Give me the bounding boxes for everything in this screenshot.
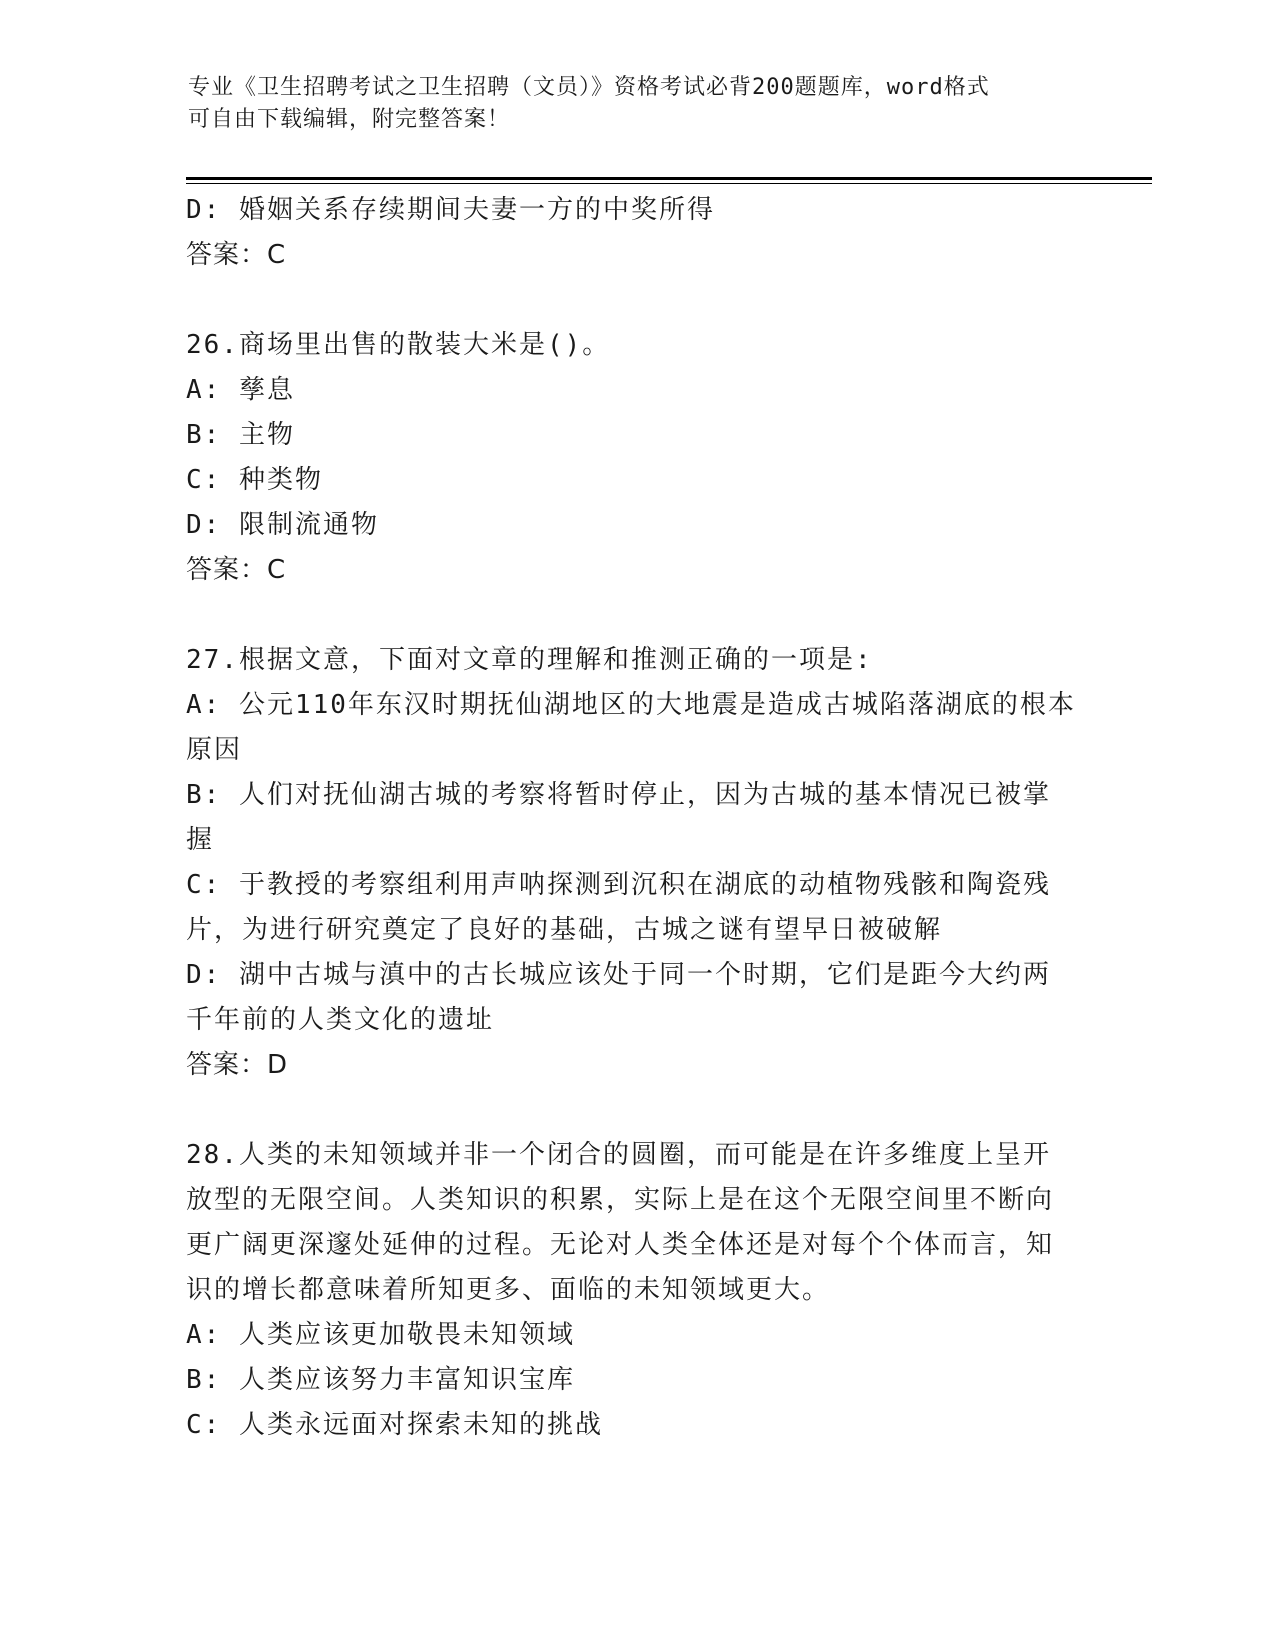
spacer — [186, 278, 1076, 323]
document-body — [186, 188, 1076, 1448]
question-stem: 27.根据文意，下面对文章的理解和推测正确的一项是: — [186, 645, 873, 675]
option-d: D: 限制流通物 — [186, 510, 379, 540]
question-27 — [186, 638, 1076, 1088]
answer-line: 答案：D — [186, 1050, 289, 1080]
option-c: C: 种类物 — [186, 465, 323, 495]
question-26 — [186, 323, 1076, 593]
option-d: D: 湖中古城与滇中的古长城应该处于同一个时期，它们是距今大约两千年前的人类文化的遗址 — [186, 960, 1051, 1035]
header-line-1: 专业《卫生招聘考试之卫生招聘（文员）》资格考试必背200题题库，word格式 — [188, 75, 990, 100]
option-c: C: 于教授的考察组利用声呐探测到沉积在湖底的动植物残骸和陶瓷残片，为进行研究奠定了良好的基础，古城之谜有望早日被破解 — [186, 870, 1051, 945]
question-stem: 28.人类的未知领域并非一个闭合的圆圈，而可能是在许多维度上呈开放型的无限空间。人类知识的积累，实际上是在这个无限空间里不断向更广阔更深邃处延伸的过程。无论对人类全体还是对每个个体而言，知识的增长都意味着所知更多、面临的未知领域更大。 — [186, 1140, 1055, 1305]
option-d: D: 婚姻关系存续期间夫妻一方的中奖所得 — [186, 195, 715, 225]
answer-line: 答案：C — [186, 240, 287, 270]
question-28 — [186, 1133, 1076, 1448]
spacer — [186, 1088, 1076, 1133]
document-header — [188, 72, 1068, 136]
option-b: B: 人类应该努力丰富知识宝库 — [186, 1365, 575, 1395]
option-b: B: 人们对抚仙湖古城的考察将暂时停止，因为古城的基本情况已被掌握 — [186, 780, 1051, 855]
option-b: B: 主物 — [186, 420, 295, 450]
option-a: A: 孳息 — [186, 375, 295, 405]
question-stem: 26.商场里出售的散装大米是()。 — [186, 330, 611, 360]
header-line-2: 可自由下载编辑，附完整答案！ — [188, 107, 511, 132]
header-rule-thin — [186, 183, 1152, 184]
option-a: A: 人类应该更加敬畏未知领域 — [186, 1320, 575, 1350]
option-c: C: 人类永远面对探索未知的挑战 — [186, 1410, 603, 1440]
option-a: A: 公元110年东汉时期抚仙湖地区的大地震是造成古城陷落湖底的根本原因 — [186, 690, 1076, 765]
answer-line: 答案：C — [186, 555, 287, 585]
spacer — [186, 593, 1076, 638]
header-rule-thick — [186, 177, 1152, 180]
